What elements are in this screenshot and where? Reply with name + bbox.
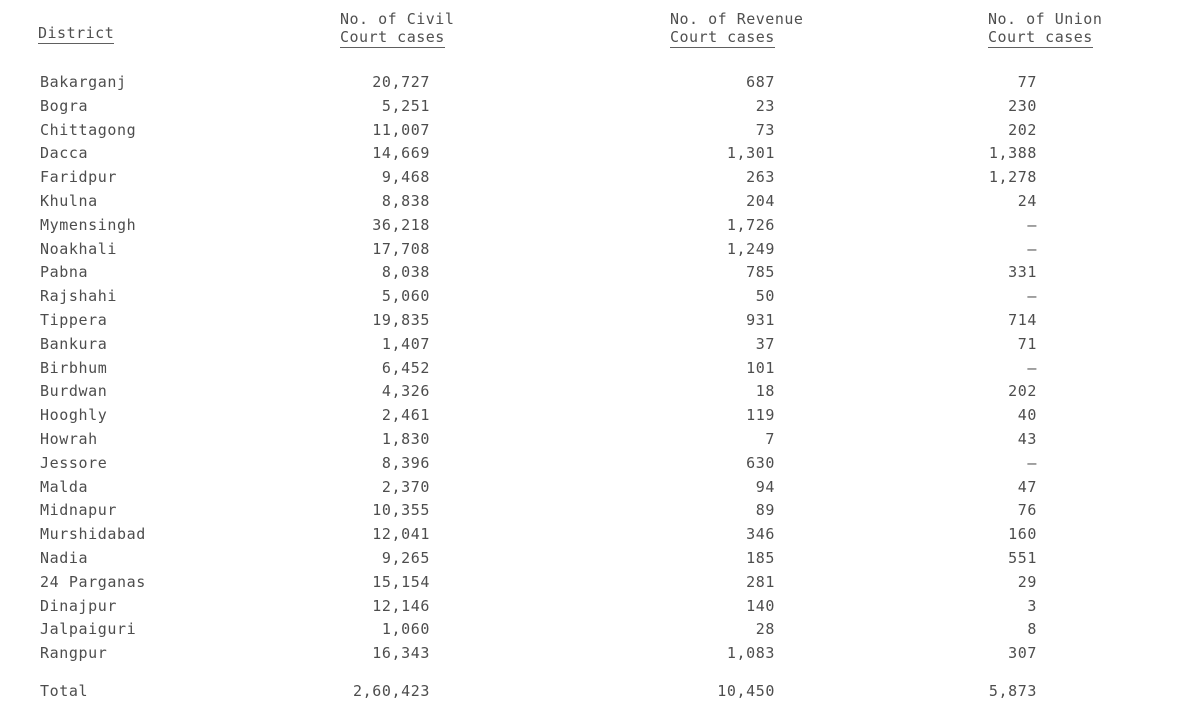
union-cases-cell: 551 (1008, 549, 1037, 567)
revenue-cases-cell: 1,083 (726, 644, 775, 663)
union-cases-cell: 76 (1017, 501, 1037, 520)
revenue-cases-cell: 89 (755, 501, 775, 520)
table-row (0, 522, 1200, 546)
header-civil-line2: Court cases (340, 28, 445, 46)
district-cell: Faridpur (40, 168, 118, 187)
revenue-cases-cell: 1,249 (726, 239, 775, 258)
district-cell: Bakarganj (40, 73, 127, 91)
table-row (0, 308, 1200, 332)
table-row (0, 379, 1200, 403)
table-row (0, 546, 1200, 570)
header-revenue-cases (670, 10, 803, 48)
header-civil-cases (340, 10, 454, 48)
civil-cases-cell: 4,326 (381, 382, 430, 401)
union-cases-cell: 331 (1008, 263, 1037, 282)
revenue-cases-cell: 204 (746, 192, 775, 210)
table-row (0, 332, 1200, 356)
revenue-cases-cell: 1,726 (726, 215, 775, 234)
table-row (0, 427, 1200, 451)
table-row (0, 237, 1200, 261)
civil-cases-cell: 2,370 (381, 477, 430, 496)
revenue-cases-cell: 785 (746, 263, 775, 282)
table-row (0, 213, 1200, 237)
district-cell: Bogra (40, 96, 89, 115)
header-district-label: District (38, 24, 115, 42)
district-cell: Rangpur (40, 644, 108, 663)
union-cases-cell: 29 (1017, 572, 1037, 591)
civil-cases-cell: 8,396 (381, 453, 430, 472)
civil-cases-cell: 1,060 (381, 620, 430, 639)
civil-cases-cell: 36,218 (372, 215, 430, 234)
union-cases-cell: 8 (1027, 620, 1037, 639)
header-revenue-line1: No. of Revenue (670, 10, 804, 28)
union-cases-cell: 230 (1008, 96, 1037, 115)
district-cell: Birbhum (40, 358, 108, 377)
revenue-cases-cell: 28 (755, 620, 775, 639)
union-cases-cell: 3 (1027, 596, 1037, 615)
revenue-cases-cell: 687 (746, 73, 775, 91)
table-row (0, 641, 1200, 665)
district-cell: Howrah (40, 430, 98, 448)
header-revenue-line2: Court cases (670, 28, 775, 46)
union-cases-cell: 24 (1017, 192, 1037, 210)
header-union-line1: No. of Union (988, 10, 1103, 28)
table-row (0, 284, 1200, 308)
union-cases-cell: 1,278 (988, 168, 1037, 187)
table-row (0, 498, 1200, 522)
district-cell: Tippera (40, 311, 108, 329)
district-cell: Midnapur (40, 501, 118, 520)
revenue-cases-cell: 630 (746, 453, 775, 472)
union-cases-cell: – (1027, 358, 1037, 377)
union-cases-cell: 160 (1008, 525, 1037, 544)
total-label: Total (40, 682, 89, 700)
union-cases-cell: 307 (1008, 644, 1037, 663)
revenue-cases-cell: 281 (746, 572, 775, 591)
total-union: 5,873 (988, 682, 1037, 700)
civil-cases-cell: 8,838 (381, 192, 430, 210)
district-cell: Burdwan (40, 382, 108, 401)
union-cases-cell: 71 (1017, 334, 1037, 353)
civil-cases-cell: 1,407 (381, 334, 430, 353)
union-cases-cell: 202 (1008, 382, 1037, 401)
revenue-cases-cell: 94 (755, 477, 775, 496)
civil-cases-cell: 9,468 (381, 168, 430, 187)
union-cases-cell: – (1027, 287, 1037, 306)
union-cases-cell: 47 (1017, 477, 1037, 496)
table-row (0, 165, 1200, 189)
revenue-cases-cell: 185 (746, 549, 775, 567)
civil-cases-cell: 15,154 (372, 572, 430, 591)
district-cell: Murshidabad (40, 525, 146, 544)
table-row (0, 403, 1200, 427)
union-cases-cell: – (1027, 239, 1037, 258)
header-civil-line1: No. of Civil (340, 10, 455, 28)
table-row (0, 141, 1200, 165)
district-cell: Nadia (40, 549, 89, 567)
district-cell: Dinajpur (40, 596, 118, 615)
civil-cases-cell: 5,251 (381, 96, 430, 115)
union-cases-cell: – (1027, 215, 1037, 234)
district-cell: Malda (40, 477, 89, 496)
district-cell: Noakhali (40, 239, 118, 258)
district-cell: Bankura (40, 334, 108, 353)
union-cases-cell: 714 (1008, 311, 1037, 329)
revenue-cases-cell: 101 (746, 358, 775, 377)
civil-cases-cell: 6,452 (381, 358, 430, 377)
table-row (0, 94, 1200, 118)
revenue-cases-cell: 73 (755, 120, 775, 139)
civil-cases-cell: 5,060 (381, 287, 430, 306)
district-cell: Khulna (40, 192, 98, 210)
revenue-cases-cell: 23 (755, 96, 775, 115)
revenue-cases-cell: 119 (746, 406, 775, 425)
district-cell: Mymensingh (40, 215, 137, 234)
civil-cases-cell: 10,355 (372, 501, 430, 520)
table-row (0, 617, 1200, 641)
union-cases-cell: 43 (1017, 430, 1037, 448)
table-row (0, 70, 1200, 94)
table-row (0, 475, 1200, 499)
district-cell: Chittagong (40, 120, 137, 139)
revenue-cases-cell: 346 (746, 525, 775, 544)
union-cases-cell: 77 (1017, 73, 1037, 91)
table-row (0, 356, 1200, 380)
civil-cases-cell: 16,343 (372, 644, 430, 663)
union-cases-cell: 202 (1008, 120, 1037, 139)
civil-cases-cell: 11,007 (372, 120, 430, 139)
district-cell: Jessore (40, 453, 108, 472)
table-row (0, 451, 1200, 475)
civil-cases-cell: 12,146 (372, 596, 430, 615)
civil-cases-cell: 2,461 (381, 406, 430, 425)
civil-cases-cell: 17,708 (372, 239, 430, 258)
union-cases-cell: 1,388 (988, 144, 1037, 163)
header-district (38, 24, 114, 44)
civil-cases-cell: 19,835 (372, 311, 430, 329)
table-row (0, 570, 1200, 594)
district-cell: Hooghly (40, 406, 108, 425)
district-cell: Rajshahi (40, 287, 118, 306)
header-union-cases (988, 10, 1102, 48)
revenue-cases-cell: 931 (746, 311, 775, 329)
table-row (0, 594, 1200, 618)
revenue-cases-cell: 18 (755, 382, 775, 401)
civil-cases-cell: 12,041 (372, 525, 430, 544)
district-cell: 24 Parganas (40, 572, 146, 591)
table-row (0, 260, 1200, 284)
civil-cases-cell: 14,669 (372, 144, 430, 163)
total-revenue: 10,450 (717, 682, 775, 700)
revenue-cases-cell: 1,301 (726, 144, 775, 163)
union-cases-cell: – (1027, 453, 1037, 472)
district-cell: Pabna (40, 263, 89, 282)
table-row (0, 118, 1200, 142)
union-cases-cell: 40 (1017, 406, 1037, 425)
table-row (0, 189, 1200, 213)
civil-cases-cell: 20,727 (372, 73, 430, 91)
civil-cases-cell: 9,265 (381, 549, 430, 567)
total-civil: 2,60,423 (352, 682, 430, 700)
district-cell: Dacca (40, 144, 89, 163)
civil-cases-cell: 1,830 (381, 430, 430, 448)
revenue-cases-cell: 50 (755, 287, 775, 306)
revenue-cases-cell: 37 (755, 334, 775, 353)
district-cell: Jalpaiguri (40, 620, 137, 639)
total-row (0, 679, 1200, 703)
revenue-cases-cell: 140 (746, 596, 775, 615)
header-union-line2: Court cases (988, 28, 1093, 46)
revenue-cases-cell: 263 (746, 168, 775, 187)
revenue-cases-cell: 7 (765, 430, 775, 448)
civil-cases-cell: 8,038 (381, 263, 430, 282)
